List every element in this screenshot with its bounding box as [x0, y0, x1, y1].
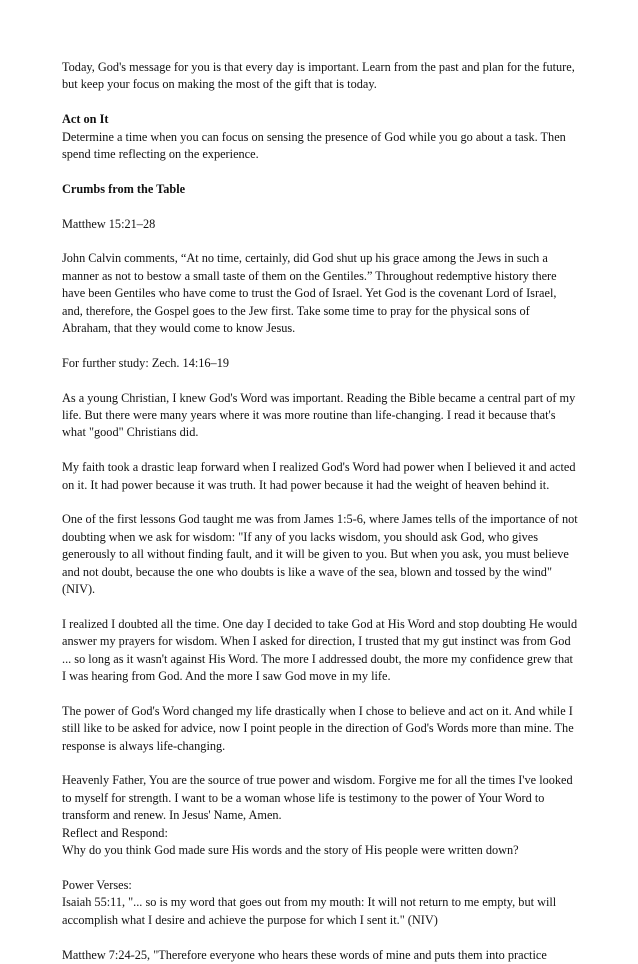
faith-leap-paragraph: My faith took a drastic leap forward when I realized God's Word had power when I believed it and acted on it. It had power because it was truth. It had power because it had the weight of heaven behind it.	[62, 460, 576, 492]
young-christian-paragraph: As a young Christian, I knew God's Word was important. Reading the Bible became a central part of my life. But there were many years where it was more routine than life-changing. I read it because that's what "good" Christians did.	[62, 390, 576, 440]
isaiah-verse: Isaiah 55:11, "... so is my word that goes out from my mouth: It will not return to me empty, but will accomplish what I desire and achieve the purpose for which I sent it." (NIV)	[62, 895, 557, 927]
intro-paragraph: Today, God's message for you is that every day is important. Learn from the past and plan for the future, but keep your focus on making the most of the gift that is today.	[62, 60, 575, 92]
document-page	[62, 59, 578, 964]
crumbs-heading: Crumbs from the Table	[62, 181, 186, 196]
further-study-line: For further study: Zech. 14:16–19	[62, 355, 230, 370]
first-lessons-paragraph: One of the first lessons God taught me was from James 1:5-6, where James tells of the importance of not doubting when we ask for wisdom: "If any of you lacks wisdom, you should ask God, who gives generously to all without finding fault, and it will be given to you. But when you ask, you must believe and not doubt, because the one who doubts is like a wave of the sea, blown and tossed by the wind" (NIV).	[62, 512, 578, 597]
doubted-paragraph: I realized I doubted all the time. One day I decided to take God at His Word and stop doubting He would answer my prayers for wisdom. When I asked for direction, I trusted that my gut instinct was from God ... so long as it wasn't against His Word. The more I addressed doubt, the more my confidence grew that I was hearing from God. And the more I saw God move in my life.	[62, 616, 578, 684]
reflect-question: Why do you think God made sure His words and the story of His people were written down?	[62, 843, 519, 858]
reflect-label: Reflect and Respond:	[62, 825, 168, 840]
act-on-it-body: Determine a time when you can focus on sensing the presence of God while you go about a task. Then spend time reflecting on the experience.	[62, 129, 566, 162]
power-paragraph: The power of God's Word changed my life drastically when I chose to believe and act on it. And while I still like to be asked for advice, now I point people in the direction of God's Words more than mine. The response is always life-changing.	[62, 703, 574, 753]
power-verses-label: Power Verses:	[62, 877, 132, 892]
prayer-paragraph: Heavenly Father, You are the source of true power and wisdom. Forgive me for all the times I've looked to myself for strength. I want to be a woman whose life is testimony to the power of Your Word to transform and renew. In Jesus' Name, Amen.	[62, 773, 573, 823]
scripture-reference: Matthew 15:21–28	[62, 216, 156, 231]
matthew-verse: Matthew 7:24-25, "Therefore everyone who hears these words of mine and puts them into practice	[62, 947, 547, 962]
act-on-it-heading: Act on It	[62, 112, 109, 127]
calvin-paragraph: John Calvin comments, “At no time, certainly, did God shut up his grace among the Jews in such a manner as not to bestow a small taste of them on the Gentiles.” Throughout redemptive history there have been Gentiles who have come to trust the God of Israel. Yet God is the covenant Lord of Israel, and, therefore, the Gospel goes to the Jew first. Take some time to pray for the physical sons of Abraham, that they would come to know Jesus.	[62, 251, 557, 336]
